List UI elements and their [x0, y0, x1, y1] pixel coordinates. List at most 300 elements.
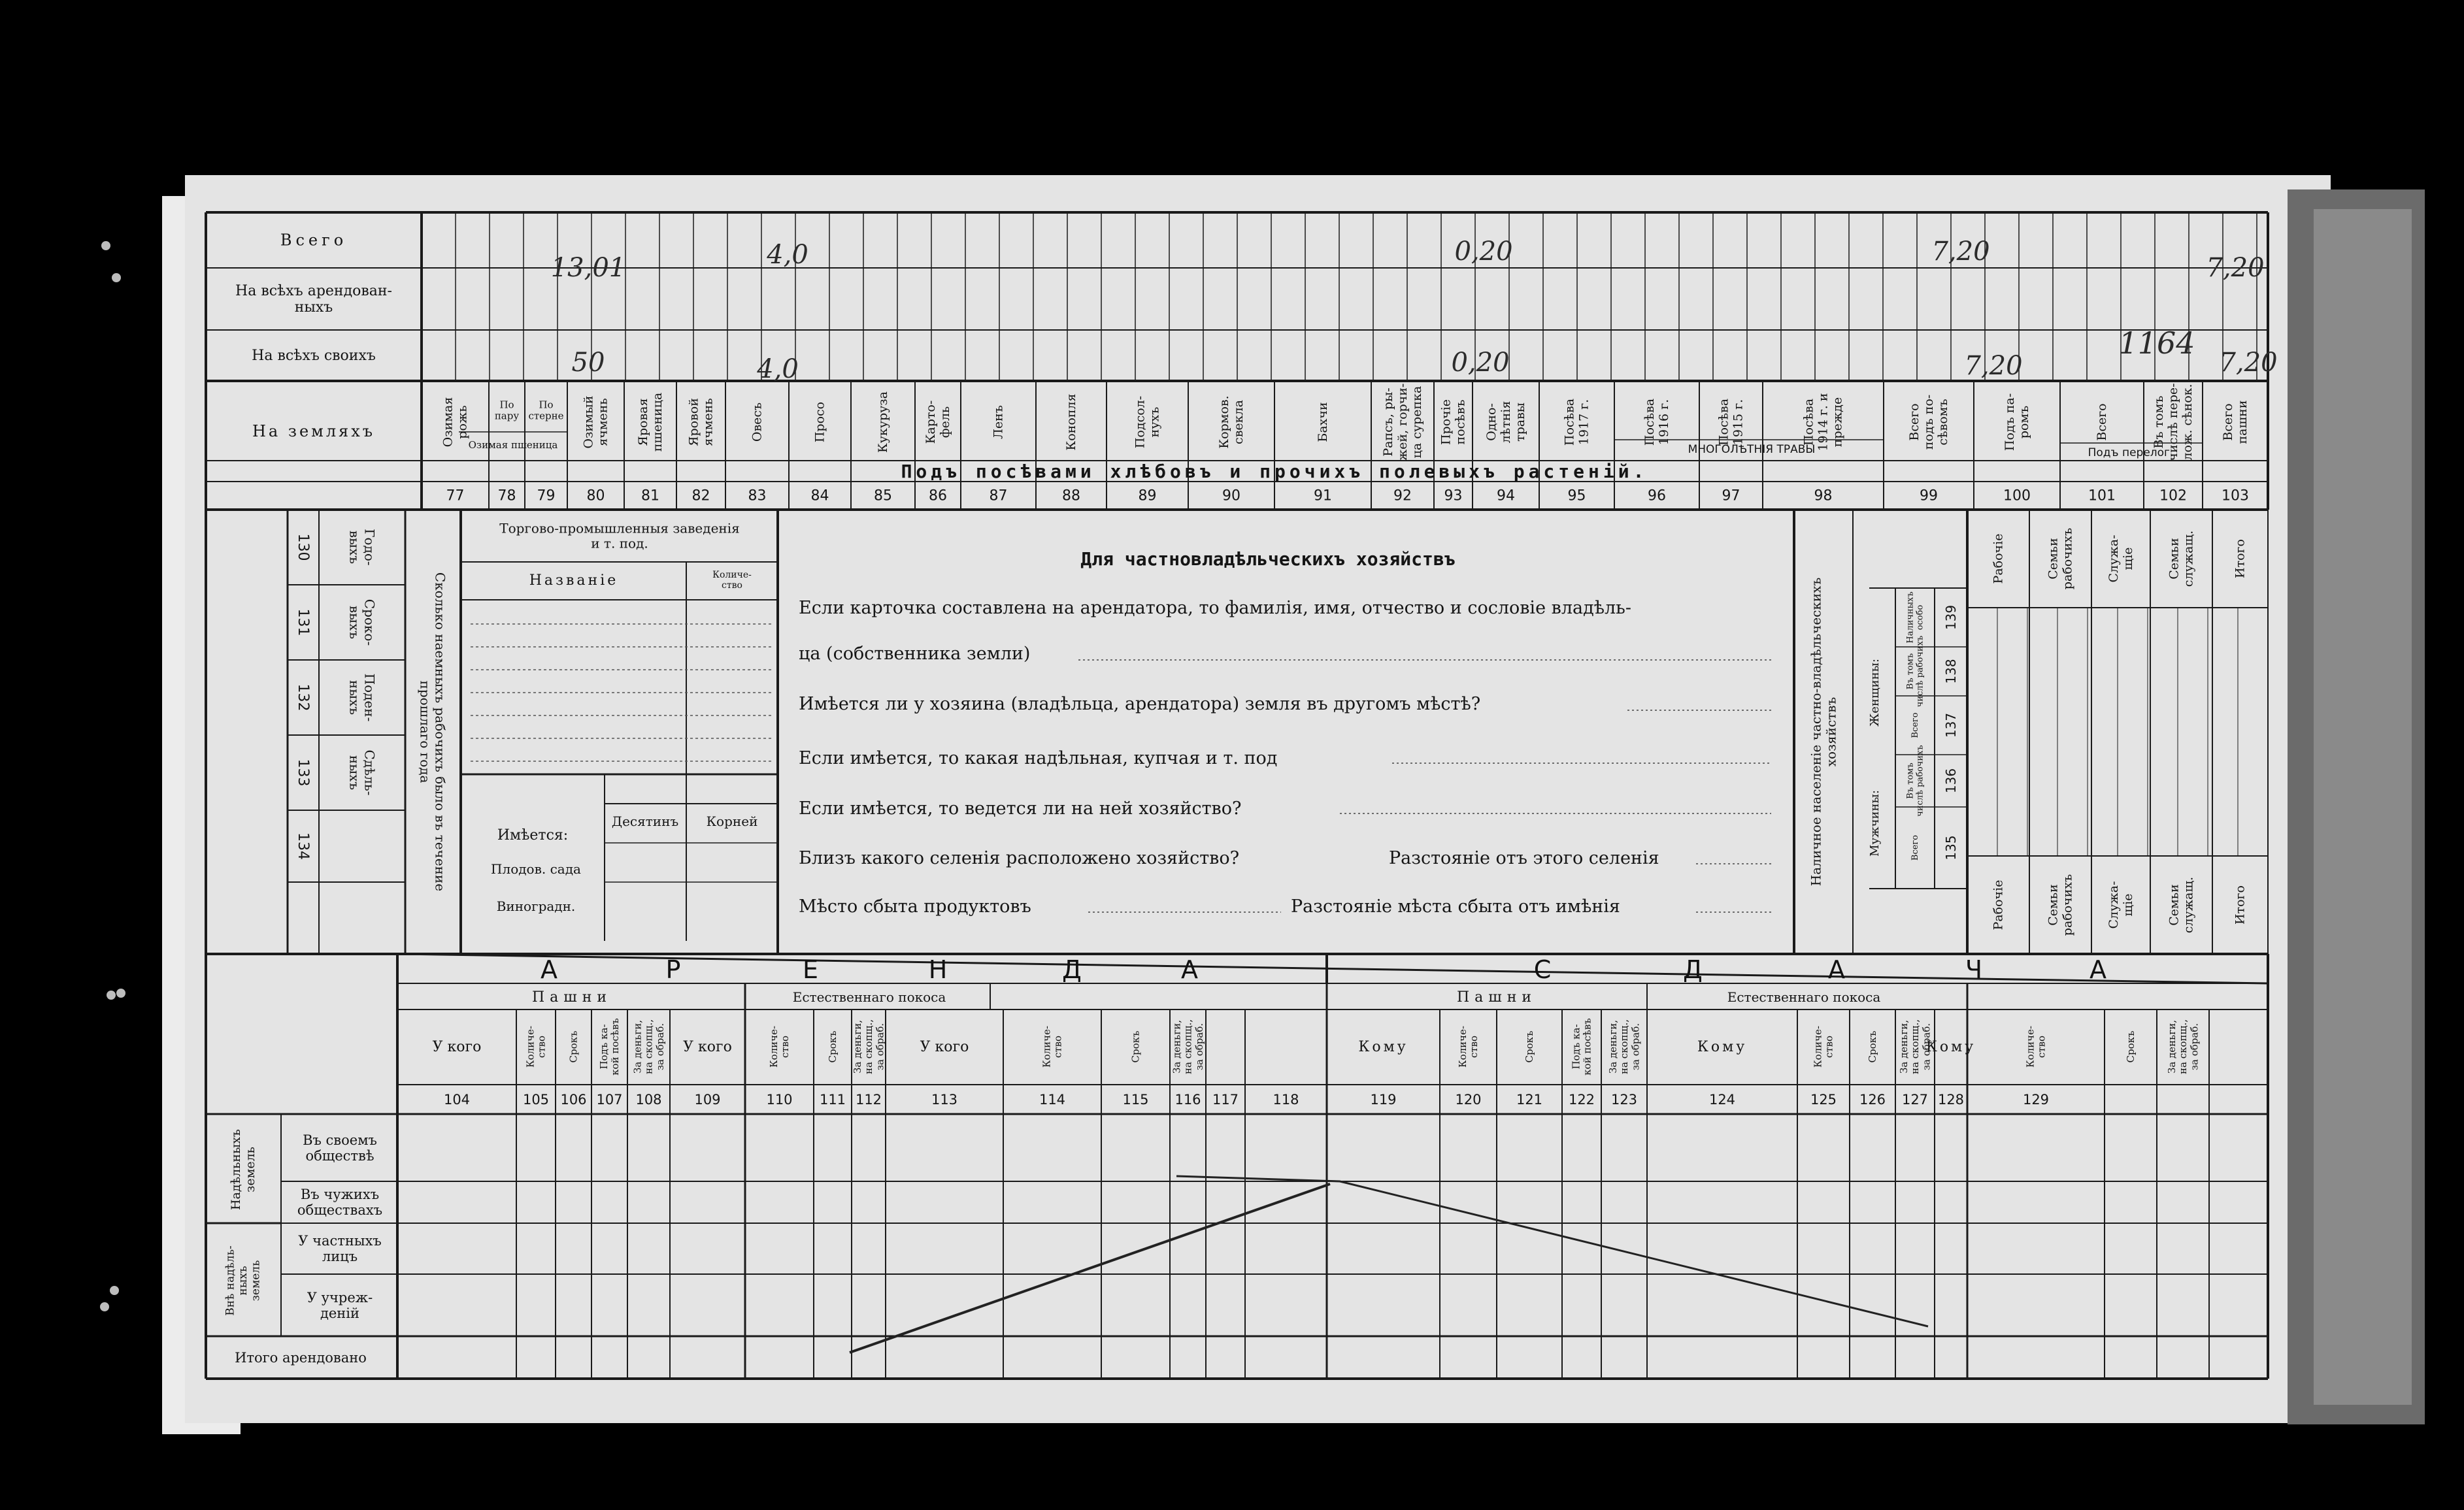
- punch-hole: [101, 241, 110, 250]
- population-number: [1943, 835, 1959, 860]
- svg-text:106: 106: [560, 1092, 587, 1108]
- svg-text:118: 118: [1273, 1092, 1299, 1108]
- handwritten-value: [2118, 325, 2195, 361]
- pashni-header: [1457, 989, 1537, 1006]
- svg-text:0,20: 0,20: [1451, 348, 1510, 378]
- svg-text:Срокъ: Срокъ: [2125, 1030, 2137, 1063]
- svg-text:Разстояніе отъ этого селенія: Разстояніе отъ этого селенія: [1389, 847, 1659, 868]
- svg-text:Количе-ство: Количе-ство: [2024, 1025, 2048, 1068]
- svg-text:92: 92: [1393, 487, 1412, 504]
- arenda-letter: Е: [802, 955, 819, 984]
- crop-header: [636, 393, 665, 451]
- svg-text:93: 93: [1444, 487, 1463, 504]
- svg-text:Ленъ: Ленъ: [991, 405, 1006, 439]
- pashni-header: [532, 989, 612, 1006]
- svg-text:Мужчины:: Мужчины:: [1867, 790, 1882, 857]
- svg-text:Всегоподъ по-сѣвомъ: Всегоподъ по-сѣвомъ: [1907, 394, 1950, 450]
- svg-text:7,20: 7,20: [2206, 253, 2265, 283]
- row-label-vsego: [280, 231, 347, 250]
- bottom-column-number: [1370, 1092, 1396, 1108]
- crop-header: [1064, 394, 1078, 451]
- svg-text:Семьирабочихъ: Семьирабочихъ: [2046, 527, 2075, 590]
- svg-text:Надѣльныхъземель: Надѣльныхъземель: [229, 1128, 258, 1211]
- svg-text:Всего: Всего: [2095, 403, 2109, 441]
- svg-text:107: 107: [596, 1092, 623, 1108]
- arenda-letter: А: [1181, 955, 1198, 984]
- svg-text:122: 122: [1568, 1092, 1595, 1108]
- total-row-label: [235, 1350, 367, 1366]
- svg-text:Посѣва1916 г.: Посѣва1916 г.: [1642, 398, 1671, 446]
- column-number: [692, 487, 710, 504]
- svg-text:85: 85: [874, 487, 892, 504]
- svg-text:135: 135: [1943, 835, 1959, 861]
- svg-text:Естественнаго покоса: Естественнаго покоса: [1727, 989, 1881, 1005]
- punch-hole: [110, 1286, 119, 1295]
- svg-text:1164: 1164: [2118, 325, 2195, 361]
- column-number: [2222, 487, 2249, 504]
- population-sub-label: [1910, 835, 1920, 861]
- bottom-column-number: [1902, 1092, 1928, 1108]
- svg-text:За деньги,на скопщ.,за обраб.: За деньги,на скопщ.,за обраб.: [1171, 1019, 1205, 1074]
- worker-number: [295, 832, 312, 860]
- crop-header: [813, 402, 827, 442]
- crop-header: [1642, 399, 1671, 446]
- pokos-header: [793, 989, 946, 1005]
- right-col-header: [2167, 531, 2196, 587]
- column-number: [1920, 487, 1938, 504]
- handwritten-value: [2219, 348, 2277, 378]
- population-number: [1943, 659, 1959, 683]
- bottom-column-number: [1938, 1092, 1964, 1108]
- svg-text:Естественнаго покоса: Естественнаго покоса: [792, 989, 946, 1005]
- svg-text:90: 90: [1222, 487, 1240, 504]
- arenda-col-header: [598, 1018, 621, 1075]
- arenda-letter: Н: [928, 955, 948, 984]
- column-number: [1314, 487, 1332, 504]
- svg-text:За деньги,на скопщ.,за обраб.: За деньги,на скопщ.,за обраб.: [1607, 1019, 1642, 1074]
- bottom-column-number: [2023, 1092, 2049, 1108]
- women-label: [1868, 659, 1882, 727]
- arenda-col-header: [1130, 1030, 1142, 1062]
- svg-text:Подъ ка-кой посѣвъ: Подъ ка-кой посѣвъ: [1570, 1018, 1593, 1075]
- crop-header: [687, 398, 716, 446]
- svg-text:81: 81: [641, 487, 659, 504]
- svg-text:84: 84: [810, 487, 829, 504]
- sdacha-letter: Ч: [1965, 955, 1983, 984]
- svg-text:101: 101: [2088, 487, 2116, 504]
- column-number: [811, 487, 829, 504]
- svg-text:Рабочіе: Рабочіе: [1991, 533, 2006, 584]
- bottom-column-number: [1709, 1092, 1735, 1108]
- svg-text:89: 89: [1138, 487, 1157, 504]
- svg-text:7,20: 7,20: [1964, 351, 2023, 381]
- question-q6: [799, 896, 1031, 917]
- bottom-column-number: [931, 1092, 957, 1108]
- svg-text:Кому: Кому: [1697, 1038, 1748, 1055]
- column-number: [929, 487, 947, 504]
- svg-text:Сроко-выхъ: Сроко-выхъ: [346, 599, 378, 646]
- column-number: [2159, 487, 2187, 504]
- sdacha-col-header: [1867, 1030, 1878, 1062]
- svg-text:121: 121: [1516, 1092, 1543, 1108]
- arenda-col-header: [1171, 1019, 1205, 1074]
- svg-text:Имѣется:: Имѣется:: [497, 827, 569, 844]
- private-farm-title: [1080, 548, 1455, 570]
- svg-text:Наличное населеніе частно-влад: Наличное населеніе частно-владѣльческихъхозяйствъ: [1808, 577, 1839, 887]
- svg-text:113: 113: [931, 1092, 958, 1108]
- vineyard-label: [497, 898, 576, 914]
- svg-text:Срокъ: Срокъ: [1129, 1030, 1142, 1063]
- svg-text:Конопля: Конопля: [1064, 393, 1078, 451]
- svg-text:Всего: Всего: [1910, 834, 1920, 861]
- svg-text:Яровойячмень: Яровойячмень: [686, 398, 716, 446]
- svg-text:Сколько наемныхъ рабочихъ было: Сколько наемныхъ рабочихъ было въ течениепрошлаго года: [417, 572, 448, 892]
- svg-text:117: 117: [1212, 1092, 1239, 1108]
- svg-text:Въ своемъобществѣ: Въ своемъ обществѣ: [303, 1132, 377, 1164]
- handwritten-value: [756, 354, 799, 384]
- question-q6b: [1291, 896, 1620, 917]
- svg-text:Мѣсто сбыта продуктовъ: Мѣсто сбыта продуктовъ: [799, 896, 1031, 917]
- svg-text:Подъ перелог.: Подъ перелог.: [2088, 446, 2174, 459]
- svg-text:Итого арендовано: Итого арендовано: [235, 1350, 367, 1366]
- worker-number: [295, 684, 312, 712]
- svg-text:Одно-лѣтніятравы: Одно-лѣтніятравы: [1484, 401, 1527, 444]
- svg-text:Всегопашни: Всегопашни: [2221, 400, 2250, 444]
- column-number: [1444, 487, 1463, 504]
- right-col-header: [1991, 534, 2006, 584]
- crop-header: [2221, 401, 2250, 444]
- svg-text:94: 94: [1497, 487, 1515, 504]
- svg-text:119: 119: [1370, 1092, 1397, 1108]
- svg-text:На всѣхъ своихъ: На всѣхъ своихъ: [252, 347, 376, 364]
- svg-text:95: 95: [1567, 487, 1586, 504]
- right-col-footer: [2167, 877, 2196, 933]
- svg-text:За деньги,на скопщ.,за обраб.: За деньги,на скопщ.,за обраб.: [2165, 1019, 2201, 1074]
- svg-text:Сдѣль-ныхъ: Сдѣль-ныхъ: [346, 749, 378, 796]
- svg-text:Итого: Итого: [2233, 539, 2248, 578]
- crop-header: [924, 401, 952, 444]
- column-number: [1222, 487, 1240, 504]
- svg-text:50: 50: [571, 348, 605, 378]
- svg-text:136: 136: [1943, 768, 1959, 794]
- svg-text:За деньги,на скопщ.,за обраб.: За деньги,на скопщ.,за обраб.: [631, 1019, 666, 1074]
- question-q4: [799, 798, 1242, 819]
- pod-perelog-label: [2088, 446, 2174, 459]
- sdacha-letter: А: [1828, 955, 1845, 984]
- svg-text:Прочіепосѣвъ: Прочіепосѣвъ: [1439, 399, 1468, 446]
- svg-text:Кукуруза: Кукуруза: [876, 391, 890, 453]
- bottom-column-number: [1516, 1092, 1542, 1108]
- svg-text:Озимыйячмень: Озимыйячмень: [581, 395, 610, 449]
- population-number: [1943, 713, 1959, 738]
- svg-text:4,0: 4,0: [767, 240, 808, 270]
- svg-text:Озимая пшеница: Озимая пшеница: [468, 439, 558, 451]
- arenda-letter: Р: [665, 955, 681, 984]
- svg-text:130: 130: [295, 533, 312, 561]
- bottom-column-number: [1039, 1092, 1065, 1108]
- mnogoletnie-label: [1688, 443, 1816, 456]
- svg-text:Наличныхъособо: Наличныхъособо: [1905, 591, 1925, 644]
- sdacha-col-header: [1570, 1018, 1593, 1075]
- column-number: [1497, 487, 1515, 504]
- pokos-header: [1727, 989, 1881, 1005]
- crop-header: [1563, 399, 1591, 446]
- column-number: [1722, 487, 1740, 504]
- svg-text:Срокъ: Срокъ: [1523, 1030, 1535, 1063]
- svg-text:Карто-фель: Карто-фель: [924, 400, 952, 444]
- handwritten-value: [1931, 237, 1990, 267]
- row-label-svoih: [252, 348, 376, 364]
- svg-text:Кому: Кому: [1925, 1038, 1976, 1055]
- svg-text:Количе-ство: Количе-ство: [524, 1025, 548, 1068]
- svg-text:Яроваяпшеница: Яроваяпшеница: [636, 392, 665, 452]
- svg-text:116: 116: [1174, 1092, 1201, 1108]
- svg-text:Просо: Просо: [812, 401, 827, 443]
- arenda-col-header: [631, 1019, 666, 1074]
- svg-text:У кого: У кого: [920, 1038, 969, 1055]
- bottom-column-number: [523, 1092, 549, 1108]
- handwritten-value: [1451, 348, 1509, 378]
- svg-text:91: 91: [1314, 487, 1332, 504]
- trade-name-header: [529, 572, 619, 589]
- svg-text:У учреж-деній: У учреж-деній: [307, 1289, 373, 1322]
- svg-text:Срокъ: Срокъ: [567, 1030, 580, 1063]
- svg-text:Подъ па-ромъ: Подъ па-ромъ: [2003, 393, 2031, 451]
- bottom-column-number: [596, 1092, 622, 1108]
- punch-hole: [100, 1302, 109, 1311]
- bottom-column-number: [1273, 1092, 1299, 1108]
- handwritten-value: [1454, 237, 1512, 267]
- svg-text:Срокъ: Срокъ: [827, 1030, 839, 1063]
- crop-header: [991, 405, 1006, 439]
- right-col-header: [2233, 539, 2248, 578]
- svg-text:Торгово-промышленныя заведенія: Торгово-промышленныя заведенія и т. под.: [499, 520, 740, 551]
- svg-text:Посѣва1914 г. ипрежде: Посѣва1914 г. ипрежде: [1801, 393, 1845, 451]
- column-number: [874, 487, 892, 504]
- bottom-column-number: [1455, 1092, 1481, 1108]
- crop-header: [1381, 384, 1424, 461]
- svg-text:128: 128: [1937, 1092, 1965, 1108]
- svg-text:Поден-ныхъ: Поден-ныхъ: [346, 673, 378, 722]
- column-number: [1568, 487, 1586, 504]
- svg-text:МНОГОЛѢТНІЯ ТРАВЫ: МНОГОЛѢТНІЯ ТРАВЫ: [1688, 443, 1816, 456]
- worker-type-label: [347, 674, 378, 722]
- svg-text:Служа-щіе: Служа-щіе: [2106, 881, 2135, 929]
- svg-text:131: 131: [295, 608, 312, 636]
- arenda-col-header: [920, 1039, 969, 1055]
- crop-header: [1217, 395, 1246, 448]
- sdacha-col-header: [1523, 1030, 1535, 1062]
- svg-text:134: 134: [295, 832, 312, 860]
- bottom-column-number: [820, 1092, 846, 1108]
- crop-header: [1484, 401, 1527, 444]
- has-label: [497, 827, 568, 844]
- svg-text:Подъ посѣвами хлѣбовъ и прочих: Подъ посѣвами хлѣбовъ и прочихъ полевыхъ растеній.: [901, 460, 1648, 482]
- svg-text:83: 83: [748, 487, 767, 504]
- svg-text:Кому: Кому: [1358, 1038, 1408, 1055]
- column-number: [1648, 487, 1666, 504]
- svg-text:108: 108: [635, 1092, 662, 1108]
- ozimaya-pshenitsa-label: [469, 439, 558, 451]
- svg-text:7,20: 7,20: [1931, 237, 1990, 267]
- svg-text:Подсол-нухъ: Подсол-нухъ: [1133, 395, 1162, 449]
- svg-text:88: 88: [1062, 487, 1080, 504]
- svg-text:Годо-выхъ: Годо-выхъ: [346, 529, 378, 566]
- arenda-letter: А: [541, 955, 558, 984]
- worker-type-label: [347, 529, 378, 565]
- bottom-row-label: [303, 1132, 377, 1164]
- svg-text:87: 87: [989, 487, 1008, 504]
- svg-text:Въ чужихъобществахъ: Въ чужихъ обществахъ: [297, 1186, 383, 1219]
- row-label-na-zemlyah: [252, 422, 375, 440]
- svg-text:Разстояніе мѣста сбыта отъ имѣ: Разстояніе мѣста сбыта отъ имѣнія: [1291, 896, 1620, 917]
- right-col-footer: [1991, 880, 2006, 930]
- sdacha-letter: А: [2089, 955, 2106, 984]
- punch-hole: [112, 273, 121, 282]
- svg-text:100: 100: [2003, 487, 2031, 504]
- worker-number: [295, 534, 312, 561]
- question-q5: [799, 848, 1239, 868]
- right-col-footer: [2233, 885, 2248, 925]
- column-number: [990, 487, 1008, 504]
- population-number: [1943, 605, 1959, 630]
- svg-text:У кого: У кого: [683, 1038, 732, 1055]
- arenda-col-header: [827, 1030, 839, 1062]
- right-torn-edge-inner: [2314, 209, 2412, 1405]
- svg-text:Всего: Всего: [1910, 712, 1920, 738]
- crop-header: [1439, 399, 1468, 445]
- svg-text:120: 120: [1455, 1092, 1482, 1108]
- crop-header: [582, 395, 610, 448]
- svg-text:13,01: 13,01: [550, 253, 626, 283]
- svg-text:Въ томъчислѣ пере-лож. сѣнок.: Въ томъчислѣ пере-лож. сѣнок.: [2152, 383, 2195, 461]
- crop-header: [876, 391, 890, 453]
- svg-text:4,0: 4,0: [757, 354, 799, 384]
- svg-text:Срокъ: Срокъ: [1867, 1030, 1878, 1063]
- svg-text:115: 115: [1122, 1092, 1149, 1108]
- svg-text:Рабочіе: Рабочіе: [1991, 879, 2006, 930]
- svg-text:129: 129: [2022, 1092, 2050, 1108]
- column-number: [1062, 487, 1080, 504]
- svg-text:Названіе: Названіе: [529, 572, 619, 589]
- svg-text:На всѣхъ арендован-ныхъ: На всѣхъ арендован-ныхъ: [235, 282, 392, 316]
- crop-header: [2095, 403, 2109, 440]
- svg-text:Овесъ: Овесъ: [750, 402, 765, 442]
- svg-text:Женщины:: Женщины:: [1867, 659, 1882, 727]
- sdacha-col-header: [2166, 1019, 2201, 1074]
- svg-text:82: 82: [691, 487, 710, 504]
- svg-text:Посѣва1915 г.: Посѣва1915 г.: [1716, 398, 1746, 446]
- handwritten-value: [551, 253, 626, 283]
- svg-text:Количе-ство: Количе-ство: [1812, 1025, 1835, 1068]
- worker-type-label: [347, 749, 378, 795]
- svg-text:125: 125: [1810, 1092, 1837, 1108]
- svg-text:Виноградн.: Виноградн.: [496, 898, 576, 914]
- svg-text:110: 110: [766, 1092, 793, 1108]
- punch-hole: [116, 989, 125, 998]
- svg-text:Если карточка составлена на ар: Если карточка составлена на арендатора, то фамилія, имя, отчество и сословіе владѣль-: [799, 597, 1631, 618]
- svg-text:Количе-ство: Количе-ство: [767, 1025, 791, 1068]
- svg-text:103: 103: [2222, 487, 2249, 504]
- svg-text:114: 114: [1039, 1092, 1066, 1108]
- handwritten-value: [1964, 351, 2022, 381]
- svg-text:Посѣва1917 г.: Посѣва1917 г.: [1562, 398, 1591, 446]
- column-number: [2003, 487, 2031, 504]
- column-number: [748, 487, 767, 504]
- fruit-garden-label: [491, 861, 581, 877]
- question-q1: [799, 598, 1631, 618]
- sdacha-col-header: [1607, 1019, 1642, 1074]
- roots-header: [707, 813, 758, 829]
- bottom-column-number: [1611, 1092, 1637, 1108]
- column-number: [1139, 487, 1157, 504]
- svg-text:126: 126: [1859, 1092, 1886, 1108]
- worker-number: [295, 609, 312, 636]
- svg-text:У кого: У кого: [432, 1038, 482, 1055]
- svg-text:112: 112: [855, 1092, 882, 1108]
- bottom-column-number: [1122, 1092, 1148, 1108]
- crop-header: [1316, 402, 1330, 442]
- svg-text:Если имѣется, то какая надѣльн: Если имѣется, то какая надѣльная, купчая и т. под: [799, 747, 1278, 768]
- arenda-col-header: [852, 1019, 886, 1074]
- svg-text:Озимаярожь: Озимаярожь: [441, 397, 470, 448]
- svg-text:137: 137: [1943, 712, 1959, 738]
- sdacha-col-header: [2125, 1030, 2137, 1062]
- svg-text:138: 138: [1943, 659, 1959, 684]
- svg-text:98: 98: [1814, 487, 1833, 504]
- question-q2: [799, 694, 1480, 714]
- svg-text:Внѣ надѣль-ныхъземель: Внѣ надѣль-ныхъземель: [224, 1245, 263, 1316]
- bottom-column-number: [1859, 1092, 1886, 1108]
- svg-text:Количе-ство: Количе-ство: [712, 569, 752, 591]
- svg-text:Имѣется ли у хозяина (владѣльц: Имѣется ли у хозяина (владѣльца, арендатора) земля въ другомъ мѣстѣ?: [799, 693, 1481, 714]
- svg-text:Всего: Всего: [280, 231, 348, 250]
- svg-text:Количе-ство: Количе-ство: [1041, 1025, 1064, 1068]
- bottom-row-label: [297, 1187, 382, 1218]
- svg-text:0,20: 0,20: [1454, 237, 1513, 267]
- crop-header: [750, 402, 765, 442]
- column-number: [587, 487, 605, 504]
- arenda-letter: Д: [1062, 955, 1082, 984]
- svg-text:79: 79: [537, 487, 556, 504]
- svg-text:132: 132: [295, 683, 312, 712]
- svg-text:Для частновладѣльческихъ хозяй: Для частновладѣльческихъ хозяйствъ: [1080, 548, 1456, 570]
- worker-number: [295, 759, 312, 787]
- svg-text:ца (собственника земли): ца (собственника земли): [799, 643, 1031, 664]
- svg-text:Служа-щіе: Служа-щіе: [2106, 534, 2135, 583]
- column-number: [2088, 487, 2116, 504]
- svg-text:Плодов. сада: Плодов. сада: [491, 861, 581, 877]
- svg-text:109: 109: [694, 1092, 721, 1108]
- bottom-column-number: [856, 1092, 882, 1108]
- handwritten-value: [572, 348, 605, 378]
- bottom-column-number: [560, 1092, 586, 1108]
- bottom-column-number: [1212, 1092, 1239, 1108]
- svg-text:За деньги,на скопщ.,за обраб.: За деньги,на скопщ.,за обраб.: [851, 1019, 886, 1074]
- sdacha-col-header: [1697, 1039, 1747, 1055]
- question-q5b: [1389, 848, 1659, 868]
- svg-text:127: 127: [1901, 1092, 1929, 1108]
- svg-text:124: 124: [1708, 1092, 1736, 1108]
- svg-text:Подъ ка-кой посѣвъ: Подъ ка-кой посѣвъ: [597, 1018, 622, 1075]
- column-number: [1393, 487, 1412, 504]
- svg-text:Итого: Итого: [2233, 885, 2248, 925]
- column-number: [1814, 487, 1833, 504]
- svg-text:104: 104: [443, 1092, 471, 1108]
- sdacha-col-header: [1926, 1039, 1976, 1055]
- svg-text:123: 123: [1610, 1092, 1638, 1108]
- svg-text:78: 78: [497, 487, 516, 504]
